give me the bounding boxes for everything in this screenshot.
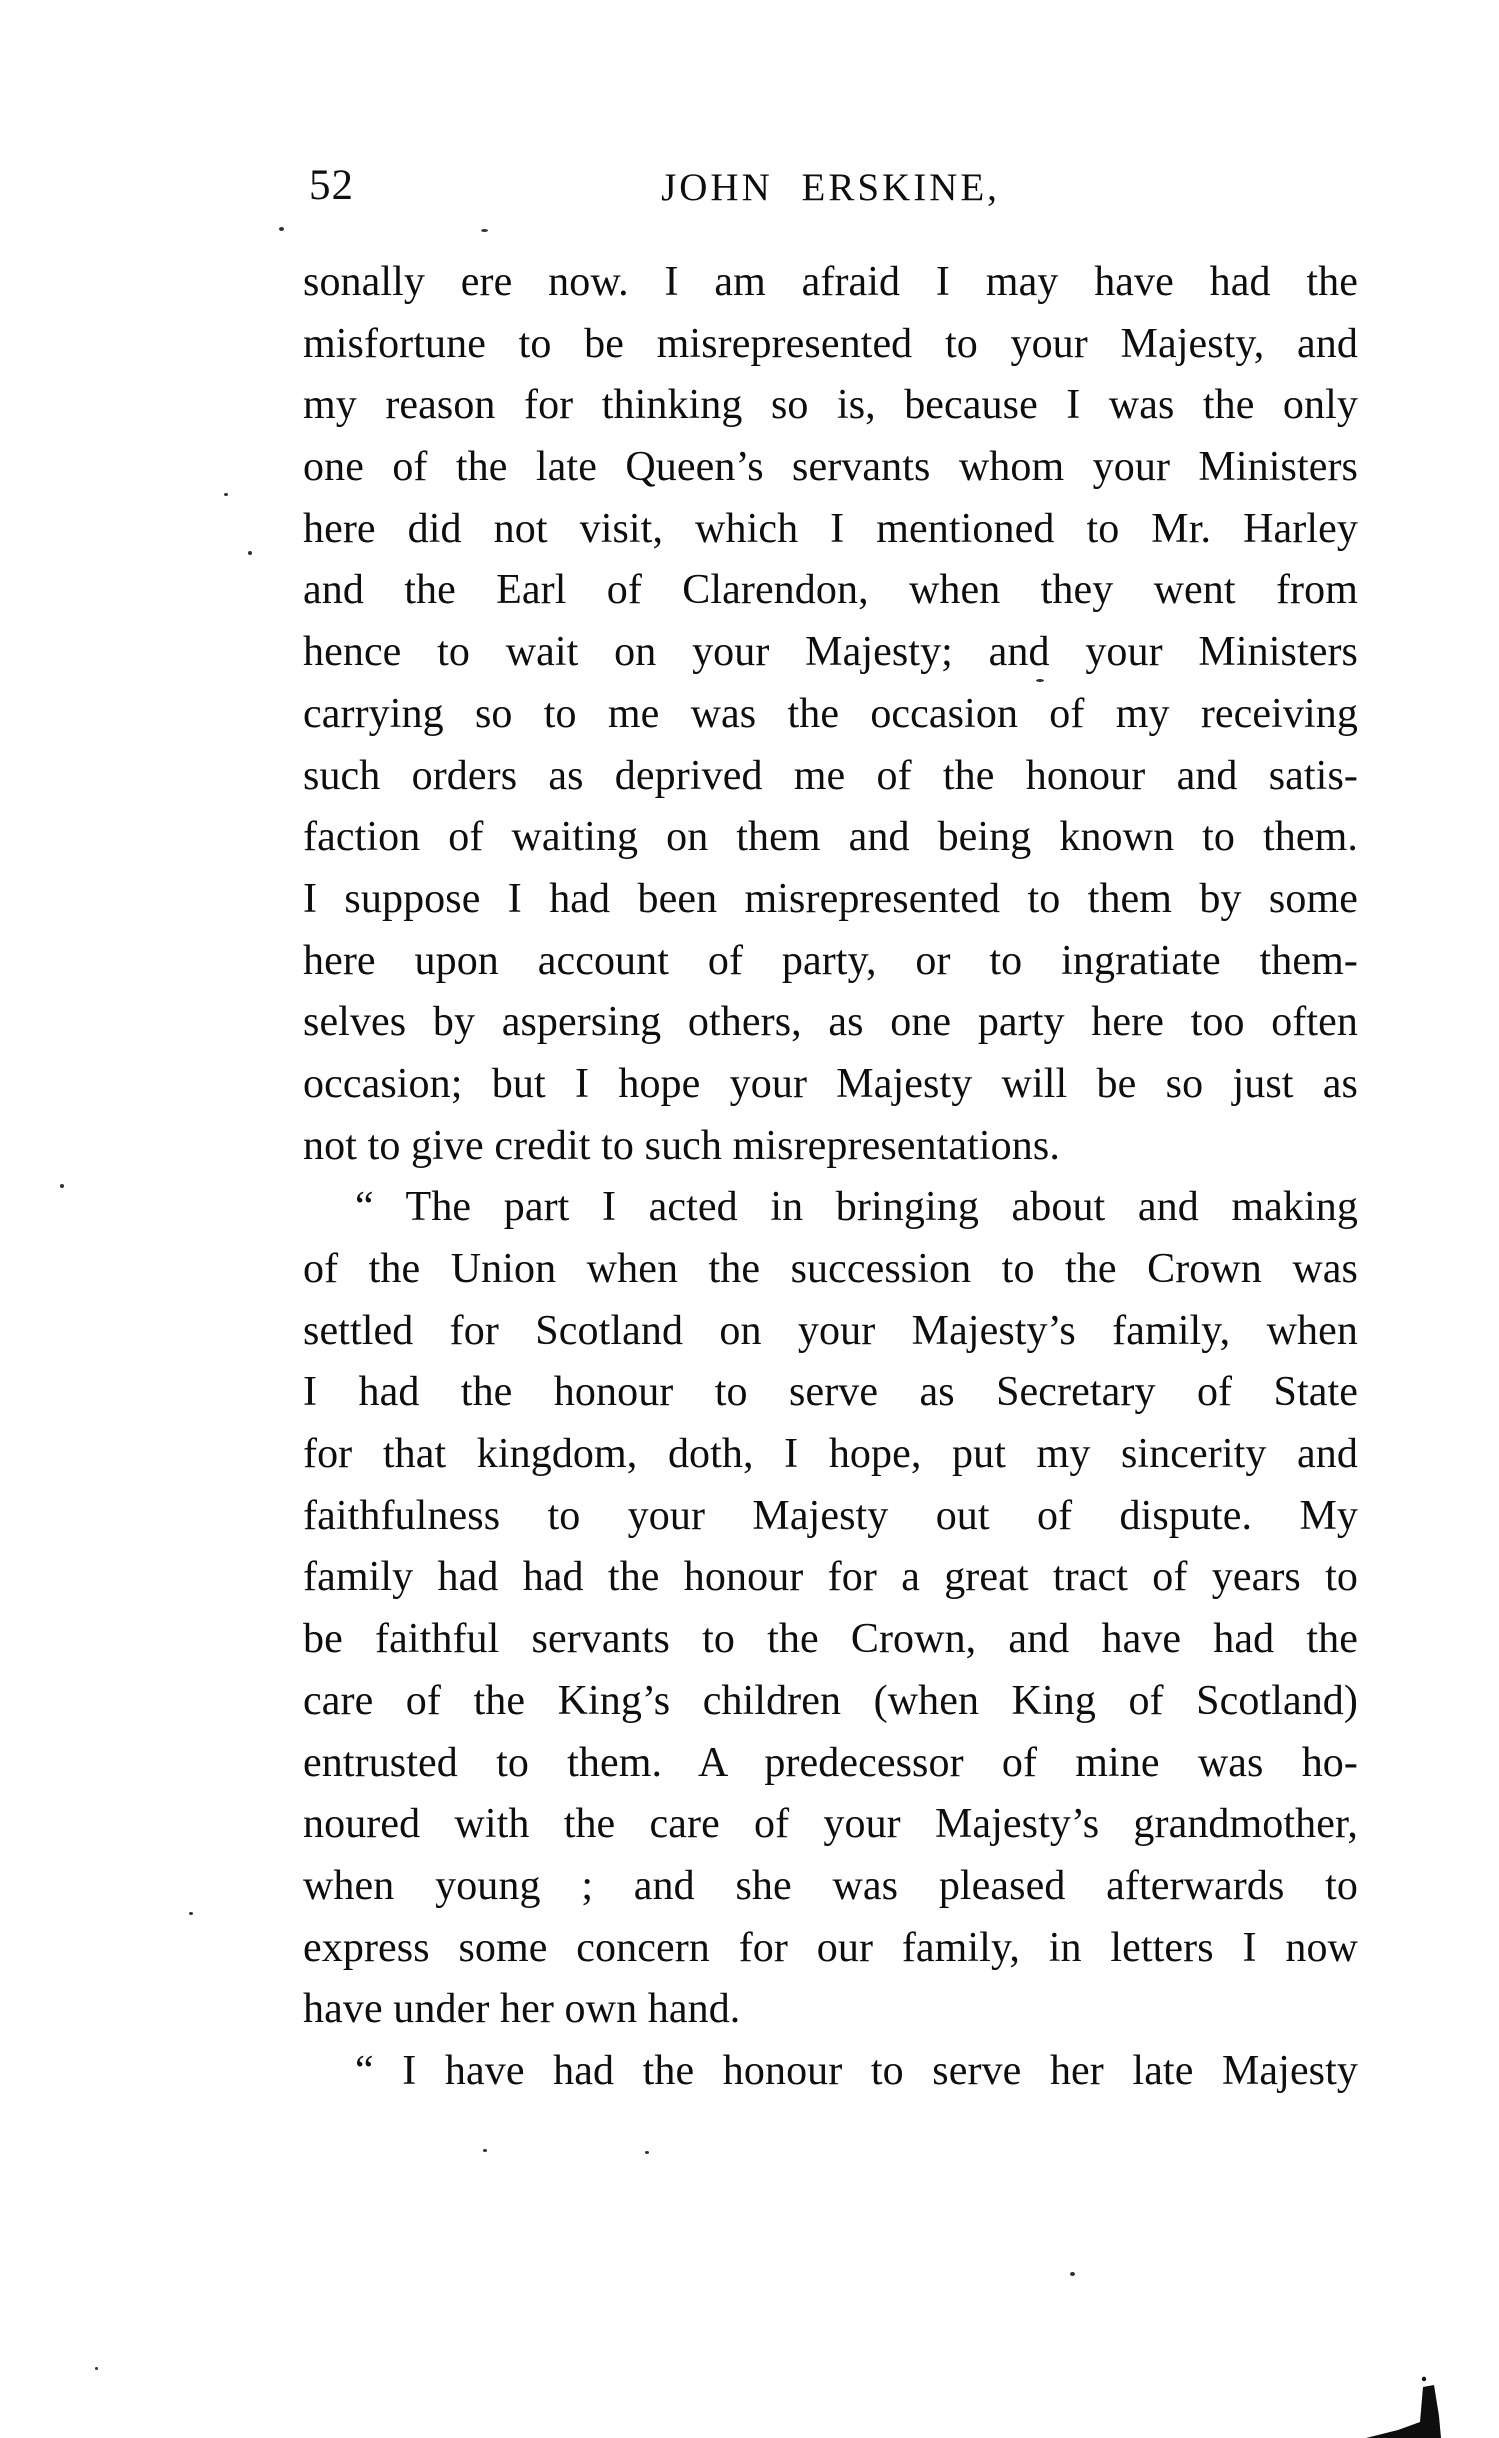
text-line: faithfulness to your Majesty out of dispute. My [303, 1492, 1358, 1539]
scan-speck [95, 2367, 98, 2370]
text-line: selves by aspersing others, as one party here too often [303, 999, 1358, 1046]
text-line: hence to wait on your Majesty; and your Ministers [303, 629, 1358, 676]
page-number: 52 [309, 162, 354, 209]
scan-speck [483, 2149, 487, 2152]
text-line: entrusted to them. A predecessor of mine was ho- [303, 1739, 1358, 1786]
ink-blob-artifact [1358, 2376, 1499, 2438]
text-line: be faithful servants to the Crown, and have had the [303, 1616, 1358, 1663]
text-line: family had had the honour for a great tract of years to [303, 1554, 1358, 1601]
text-line: I had the honour to serve as Secretary of State [303, 1369, 1358, 1416]
text-line: misfortune to be misrepresented to your Majesty, and [303, 320, 1358, 367]
scan-speck [645, 2151, 649, 2154]
text-line: carrying so to me was the occasion of my receiving [303, 690, 1358, 737]
running-title: JOHN ERSKINE, [661, 166, 1000, 209]
text-line: care of the King’s children (when King of Scotland) [303, 1677, 1358, 1724]
scan-speck [1036, 679, 1044, 682]
text-line: noured with the care of your Majesty’s grandmother, [303, 1801, 1358, 1848]
scan-speck [1070, 2272, 1075, 2276]
page-header [303, 158, 1358, 214]
text-line: “ The part I acted in bringing about and making [355, 1184, 1358, 1231]
text-line: when young ; and she was pleased afterwards to [303, 1862, 1358, 1909]
text-line: occasion; but I hope your Majesty will be so just as [303, 1060, 1358, 1107]
scan-speck [189, 1912, 193, 1915]
text-line: of the Union when the succession to the Crown was [303, 1246, 1358, 1292]
text-line: my reason for thinking so is, because I was the only [303, 382, 1358, 429]
body-text-block [303, 252, 1358, 2103]
text-line: not to give credit to such misrepresentations. [303, 1122, 1060, 1169]
text-line: sonally ere now. I am afraid I may have had the [303, 259, 1358, 305]
text-line: have under her own hand. [303, 1986, 741, 2033]
text-line: here did not visit, which I mentioned to Mr. Harley [303, 505, 1358, 552]
text-line: settled for Scotland on your Majesty’s family, when [303, 1307, 1358, 1354]
text-line: one of the late Queen’s servants whom your Ministers [303, 444, 1358, 491]
text-line: I suppose I had been misrepresented to them by some [303, 875, 1358, 922]
text-line: and the Earl of Clarendon, when they went from [303, 567, 1358, 614]
text-line: for that kingdom, doth, I hope, put my sincerity and [303, 1431, 1358, 1478]
scan-speck [481, 229, 488, 232]
scan-speck [248, 551, 252, 555]
scan-speck [60, 1184, 64, 1188]
text-line: “ I have had the honour to serve her late Majesty [355, 2047, 1358, 2094]
text-line: express some concern for our family, in letters I now [303, 1924, 1358, 1971]
text-line: such orders as deprived me of the honour and satis- [303, 752, 1358, 799]
text-line: faction of waiting on them and being known to them. [303, 814, 1358, 861]
scan-speck [279, 227, 284, 231]
text-line: here upon account of party, or to ingratiate them- [303, 937, 1358, 984]
scan-speck [224, 493, 228, 496]
